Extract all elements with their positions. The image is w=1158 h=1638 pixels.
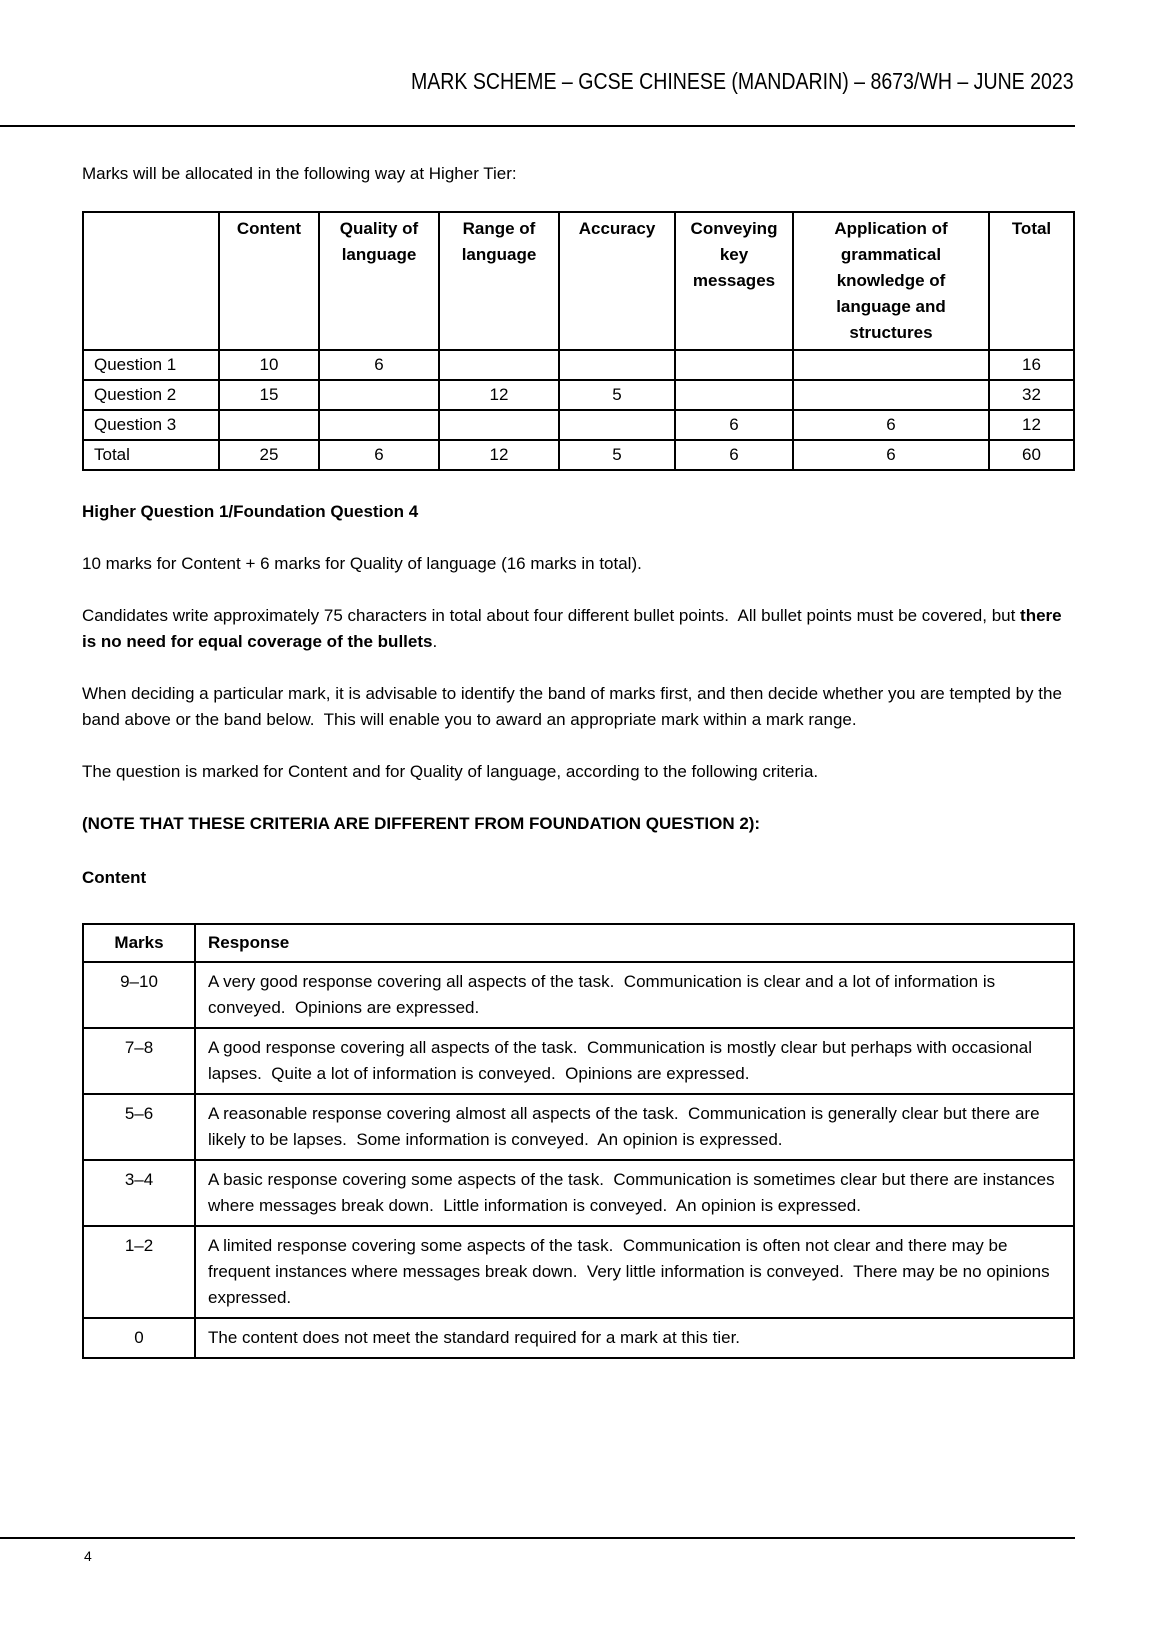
intro-text: Marks will be allocated in the following way at Higher Tier:: [82, 164, 517, 183]
response-description: A very good response covering all aspects of the task. Communication is clear and a lot of information is conveyed. Opinions are expressed.: [195, 962, 1074, 1028]
marks-band: 7–8: [83, 1028, 195, 1094]
cell: [319, 410, 439, 440]
table-row: [83, 1318, 1074, 1358]
content-heading: Content: [82, 868, 147, 887]
table-row: [83, 1094, 1074, 1160]
criteria-header-response: Response: [195, 924, 1074, 962]
cell: [675, 350, 793, 380]
header-divider: [0, 125, 1075, 127]
cell: 15: [219, 380, 319, 410]
footer-divider: [0, 1537, 1075, 1539]
cell: 12: [439, 440, 559, 470]
criteria-header-marks: Marks: [83, 924, 195, 962]
cell: 10: [219, 350, 319, 380]
cell: 5: [559, 440, 675, 470]
row-label: Question 3: [83, 410, 219, 440]
marks-band: 3–4: [83, 1160, 195, 1226]
paragraph-candidates: [82, 603, 1075, 655]
cell: 6: [675, 410, 793, 440]
cell: [319, 380, 439, 410]
cell: 6: [675, 440, 793, 470]
response-description: A limited response covering some aspects of the task. Communication is often not clear and there may be frequent instances where messages break down. Very little information is conveyed. There may be no opinions expressed.: [195, 1226, 1074, 1318]
cell: [439, 410, 559, 440]
main-content: [82, 161, 1075, 1359]
table-row: [83, 440, 1074, 470]
section-heading: Higher Question 1/Foundation Question 4: [82, 502, 419, 521]
allocation-header-total: Total: [989, 212, 1074, 350]
response-description: The content does not meet the standard required for a mark at this tier.: [195, 1318, 1074, 1358]
header-title: MARK SCHEME – GCSE CHINESE (MANDARIN) – 8673/WH – JUNE 2023: [411, 68, 1074, 94]
allocation-header-conveying: Conveying key messages: [675, 212, 793, 350]
response-description: A basic response covering some aspects of the task. Communication is sometimes clear but there are instances where messages break down. Little information is conveyed. An opinion is expressed.: [195, 1160, 1074, 1226]
table-row: [83, 1028, 1074, 1094]
cell: [439, 350, 559, 380]
table-row: [83, 410, 1074, 440]
table-row: [83, 1226, 1074, 1318]
row-label: Total: [83, 440, 219, 470]
allocation-header-row: [83, 212, 1074, 350]
content-criteria-table: [82, 923, 1075, 1359]
allocation-header-application: Application of grammatical knowledge of language and structures: [793, 212, 989, 350]
note-criteria-different: (NOTE THAT THESE CRITERIA ARE DIFFERENT FROM FOUNDATION QUESTION 2):: [82, 814, 761, 833]
allocation-header-blank: [83, 212, 219, 350]
response-description: A reasonable response covering almost all aspects of the task. Communication is generally clear but there are likely to be lapses. Some information is conveyed. An opinion is expressed.: [195, 1094, 1074, 1160]
marks-band: 0: [83, 1318, 195, 1358]
table-row: [83, 1160, 1074, 1226]
table-row: [83, 350, 1074, 380]
cell: [793, 380, 989, 410]
paragraph-candidates-bold: there is no need for equal coverage of the bullets: [82, 606, 1067, 651]
row-label: Question 1: [83, 350, 219, 380]
cell: [559, 350, 675, 380]
cell: 60: [989, 440, 1074, 470]
paragraph-marking-criteria: The question is marked for Content and for Quality of language, according to the following criteria.: [82, 762, 819, 781]
page-header: [0, 0, 1158, 95]
marks-allocation-table: [82, 211, 1075, 471]
cell: [559, 410, 675, 440]
allocation-header-accuracy: Accuracy: [559, 212, 675, 350]
cell: 32: [989, 380, 1074, 410]
cell: 12: [989, 410, 1074, 440]
cell: 6: [319, 350, 439, 380]
cell: 16: [989, 350, 1074, 380]
row-label: Question 2: [83, 380, 219, 410]
cell: [793, 350, 989, 380]
cell: [219, 410, 319, 440]
cell: 12: [439, 380, 559, 410]
marks-band: 5–6: [83, 1094, 195, 1160]
cell: 6: [319, 440, 439, 470]
paragraph-candidates-normal: Candidates write approximately 75 characters in total about four different bullet points. All bullet points must be covered, but: [82, 606, 1021, 625]
response-description: A good response covering all aspects of the task. Communication is mostly clear but perhaps with occasional lapses. Quite a lot of information is conveyed. Opinions are expressed.: [195, 1028, 1074, 1094]
cell: 6: [793, 410, 989, 440]
cell: 25: [219, 440, 319, 470]
allocation-header-range: Range of language: [439, 212, 559, 350]
paragraph-marks-summary: 10 marks for Content + 6 marks for Quality of language (16 marks in total).: [82, 554, 642, 573]
page-number: 4: [84, 1548, 92, 1564]
cell: 5: [559, 380, 675, 410]
allocation-header-content: Content: [219, 212, 319, 350]
paragraph-deciding-mark: When deciding a particular mark, it is advisable to identify the band of marks first, and then decide whether you are tempted by the band above or the band below. This will enable you to award an appropriate mark within a mark range.: [82, 684, 1067, 729]
paragraph-candidates-end: .: [432, 632, 438, 651]
table-row: [83, 962, 1074, 1028]
cell: [675, 380, 793, 410]
table-row: [83, 380, 1074, 410]
criteria-header-row: [83, 924, 1074, 962]
marks-band: 9–10: [83, 962, 195, 1028]
allocation-header-quality: Quality of language: [319, 212, 439, 350]
marks-band: 1–2: [83, 1226, 195, 1318]
cell: 6: [793, 440, 989, 470]
